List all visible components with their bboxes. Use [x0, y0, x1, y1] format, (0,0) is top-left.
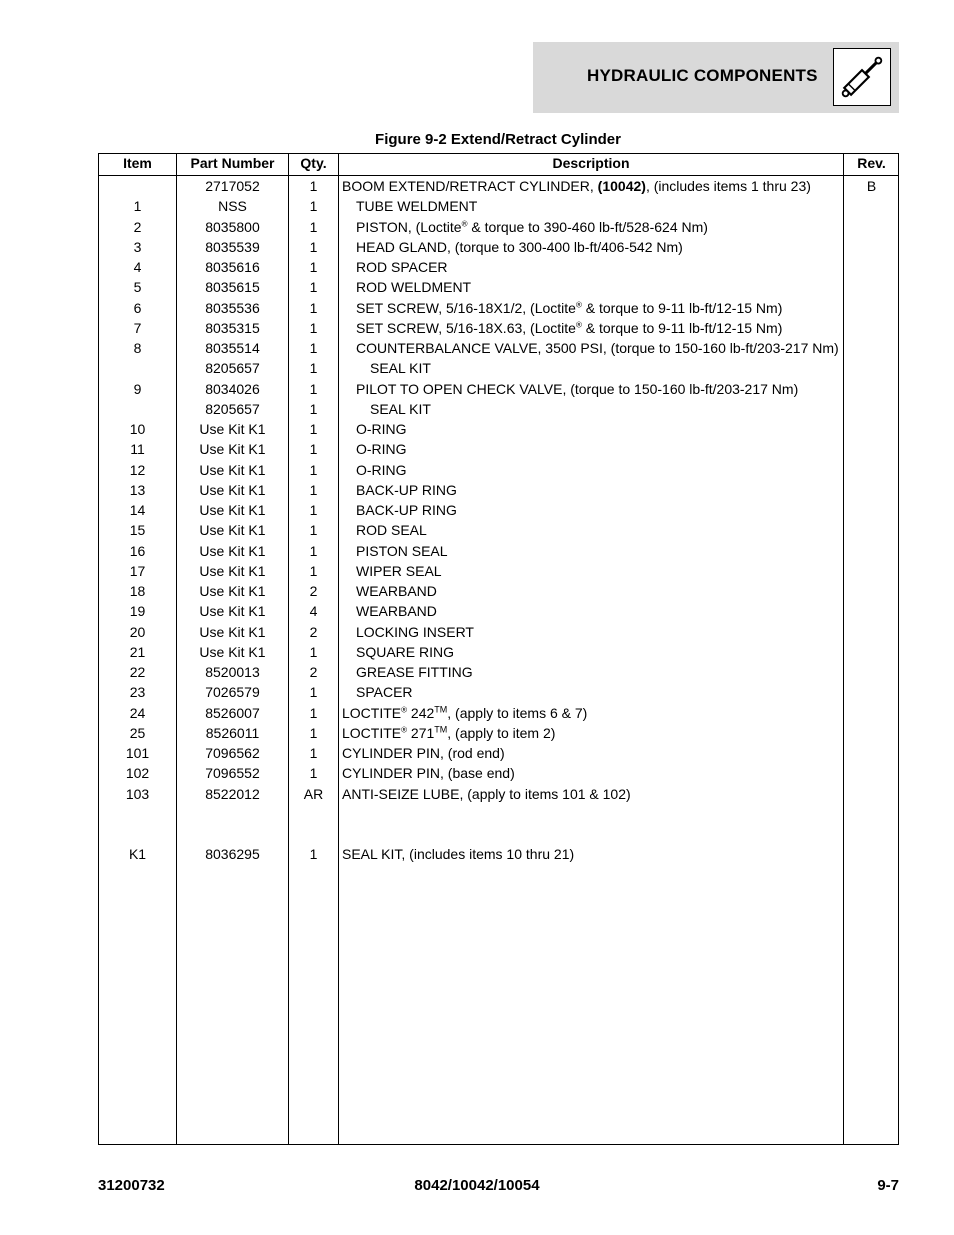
cell-item: 6 — [133, 299, 142, 316]
description-text: GREASE FITTING — [356, 664, 473, 680]
cell-description — [342, 500, 856, 520]
cell-item: 2 — [133, 218, 142, 235]
cell-part-number: Use Kit K1 — [199, 441, 266, 458]
description-text: TUBE WELDMENT — [356, 198, 478, 215]
cell-qty: 1 — [309, 259, 318, 275]
cell-item: 10 — [129, 421, 146, 437]
cell-description — [342, 358, 870, 378]
description-text: O-RING — [356, 461, 407, 478]
cell-description — [342, 439, 856, 459]
description-text: BACK-UP RING — [356, 502, 457, 518]
cell-rev — [844, 358, 899, 378]
cell-rev — [844, 500, 899, 520]
table-row — [99, 439, 898, 459]
table-row — [99, 460, 898, 480]
description-text: & torque to 9-11 lb-ft/12-15 Nm) — [581, 299, 783, 316]
cell-item — [99, 399, 176, 419]
cell-part-number: 8035514 — [205, 340, 260, 356]
cell-part-number: 7096562 — [205, 745, 260, 761]
table-row — [99, 500, 898, 520]
footer-page-number: 9-7 — [877, 1177, 899, 1194]
description-text: WIPER SEAL — [356, 562, 442, 579]
cell-rev — [844, 217, 899, 237]
cell-item: 12 — [129, 461, 146, 478]
cell-item: 102 — [125, 765, 150, 782]
cell-description — [342, 601, 856, 621]
table-row — [99, 399, 898, 419]
cell-description — [342, 460, 856, 480]
description-text: HEAD GLAND, (torque to 300-400 lb-ft/406-542 Nm) — [356, 238, 683, 255]
figure-title: Figure 9-2 Extend/Retract Cylinder — [375, 131, 621, 148]
column-header-part-number: Part Number — [190, 155, 275, 171]
cell-part-number: Use Kit K1 — [199, 583, 266, 599]
table-row — [99, 277, 898, 297]
table-row — [99, 844, 898, 864]
cell-qty: 1 — [309, 745, 318, 761]
table-row — [99, 743, 898, 763]
description-text: & torque to 9-11 lb-ft/12-15 Nm) — [581, 319, 783, 336]
cell-item: 11 — [130, 441, 145, 458]
cell-description — [342, 379, 856, 399]
description-text: SPACER — [356, 684, 413, 701]
table-row — [99, 703, 898, 723]
description-text: PILOT TO OPEN CHECK VALVE, (torque to 150-160 lb-ft/203-217 Nm) — [356, 380, 799, 397]
cell-qty: 2 — [309, 623, 318, 640]
cell-qty: 1 — [309, 360, 318, 377]
section-title: HYDRAULIC COMPONENTS — [587, 66, 818, 85]
cell-item — [99, 358, 176, 378]
cell-item: 19 — [129, 603, 146, 620]
cell-part-number: Use Kit K1 — [199, 481, 266, 498]
cell-part-number: 8035800 — [205, 218, 260, 235]
cell-rev — [844, 480, 899, 500]
description-text: , (includes items 1 thru 23) — [645, 178, 811, 194]
cell-rev — [844, 520, 899, 540]
cell-rev — [844, 723, 899, 743]
cell-item — [99, 176, 176, 196]
section-header — [533, 42, 899, 113]
trademark-mark: TM — [434, 724, 448, 735]
cell-item: 14 — [129, 502, 146, 518]
cell-qty: 1 — [309, 846, 318, 863]
table-row — [99, 480, 898, 500]
cell-part-number: 8035615 — [205, 279, 260, 296]
table-row — [99, 784, 898, 804]
cell-rev — [844, 601, 899, 621]
description-text: SEAL KIT — [370, 360, 431, 377]
cell-qty: 2 — [309, 664, 318, 680]
description-text: (10042) — [597, 178, 646, 194]
cell-description — [342, 277, 856, 297]
cell-description — [342, 642, 856, 662]
table-spacer-row — [99, 804, 898, 824]
cell-part-number: NSS — [218, 198, 247, 215]
cell-description — [342, 196, 856, 216]
cell-item: 7 — [133, 319, 142, 336]
description-text: SEAL KIT, (includes items 10 thru 21) — [342, 846, 575, 863]
description-text: WEARBAND — [356, 603, 437, 620]
cell-description — [342, 682, 856, 702]
cell-rev — [844, 399, 899, 419]
cell-part-number: 8205657 — [205, 400, 260, 417]
table-row — [99, 419, 898, 439]
cell-rev — [844, 419, 899, 439]
description-text: 242 — [407, 704, 435, 721]
cell-description — [342, 520, 856, 540]
cell-description — [342, 703, 842, 723]
table-row — [99, 682, 898, 702]
table-row — [99, 318, 898, 338]
cell-part-number: Use Kit K1 — [199, 542, 266, 559]
cell-rev — [844, 541, 899, 561]
description-text: COUNTERBALANCE VALVE, 3500 PSI, (torque to 150-160 lb-ft/203-217 Nm) — [356, 340, 839, 356]
cell-rev — [844, 439, 899, 459]
footer-model-numbers: 8042/10042/10054 — [414, 1177, 540, 1194]
cell-item: 3 — [133, 238, 142, 255]
cell-description — [342, 176, 842, 196]
cell-item: 21 — [129, 643, 146, 660]
cell-part-number: 8205657 — [205, 360, 260, 377]
cell-description — [342, 763, 842, 783]
cell-part-number: 7096552 — [205, 765, 260, 782]
column-header-rev: Rev. — [857, 155, 886, 171]
description-text: ANTI-SEIZE LUBE, (apply to items 101 & 102) — [342, 785, 631, 802]
cell-part-number: 8035315 — [205, 319, 260, 336]
table-row — [99, 642, 898, 662]
cell-part-number: 8526007 — [205, 704, 260, 721]
cell-item: 101 — [125, 745, 150, 761]
cell-qty: 1 — [309, 481, 318, 498]
cell-qty: 1 — [309, 279, 318, 296]
cell-rev — [844, 844, 899, 864]
cell-rev — [844, 703, 899, 723]
cell-description — [342, 480, 856, 500]
cell-rev — [844, 277, 899, 297]
cell-qty: 1 — [309, 643, 318, 660]
cell-rev — [844, 581, 899, 601]
cell-part-number: 7026579 — [205, 684, 260, 701]
cell-rev — [844, 561, 899, 581]
cell-item: 18 — [129, 583, 146, 599]
cell-qty: 1 — [309, 400, 318, 417]
cell-qty: 2 — [309, 583, 318, 599]
table-row — [99, 581, 898, 601]
cell-rev — [844, 338, 899, 358]
cell-rev: B — [866, 178, 877, 194]
cell-part-number: Use Kit K1 — [199, 522, 266, 539]
cell-description — [342, 723, 842, 743]
description-text: SET SCREW, 5/16-18X.63, (Loctite — [356, 319, 576, 336]
cell-part-number: 8035616 — [205, 259, 260, 275]
description-text: , (apply to item 2) — [447, 724, 556, 741]
cell-qty: 1 — [309, 319, 318, 336]
cell-rev — [844, 662, 899, 682]
cell-description — [342, 217, 856, 237]
cell-qty: 1 — [309, 502, 318, 518]
cell-rev — [844, 763, 899, 783]
cell-item: 13 — [129, 481, 146, 498]
cell-part-number: Use Kit K1 — [199, 461, 266, 478]
cell-description — [342, 318, 856, 338]
cell-item: 4 — [133, 259, 142, 275]
cell-item: 17 — [129, 562, 146, 579]
cell-qty: 1 — [309, 562, 318, 579]
cell-qty: 1 — [309, 765, 318, 782]
column-header-description: Description — [552, 155, 630, 171]
cell-qty: 4 — [309, 603, 318, 620]
cell-part-number: 8035539 — [205, 238, 260, 255]
footer-document-number: 31200732 — [98, 1177, 165, 1194]
cell-item: 24 — [129, 704, 146, 721]
cell-part-number: 8034026 — [205, 380, 260, 397]
cell-description — [342, 419, 856, 439]
cell-part-number: 8520013 — [205, 664, 260, 680]
cell-rev — [844, 642, 899, 662]
table-header-row — [99, 154, 898, 176]
cell-item: 25 — [129, 724, 146, 741]
cell-item: K1 — [128, 846, 147, 863]
cell-rev — [844, 257, 899, 277]
cell-item: 103 — [125, 785, 150, 802]
cell-rev — [844, 682, 899, 702]
cell-item: 5 — [133, 279, 142, 296]
description-text: LOCKING INSERT — [356, 623, 474, 640]
table-row — [99, 196, 898, 216]
description-text: O-RING — [356, 421, 407, 437]
table-row — [99, 217, 898, 237]
cell-part-number: Use Kit K1 — [199, 643, 266, 660]
cell-qty: 1 — [309, 238, 318, 255]
cell-description — [342, 338, 856, 358]
description-text: PISTON, (Loctite — [356, 218, 462, 235]
table-row — [99, 723, 898, 743]
description-text: ROD WELDMENT — [356, 279, 472, 296]
cell-item: 16 — [129, 542, 146, 559]
cell-rev — [844, 784, 899, 804]
description-text: & torque to 390-460 lb-ft/528-624 Nm) — [467, 218, 708, 235]
cell-part-number: 2717052 — [205, 178, 260, 194]
cell-qty: 1 — [309, 421, 318, 437]
cell-rev — [844, 743, 899, 763]
description-text: SQUARE RING — [356, 643, 455, 660]
cell-description — [342, 237, 856, 257]
cell-part-number: 8035536 — [205, 299, 260, 316]
description-text: LOCTITE — [342, 704, 402, 721]
cell-description — [342, 662, 856, 682]
cell-item: 20 — [129, 623, 146, 640]
cell-qty: 1 — [309, 218, 318, 235]
description-text: LOCTITE — [342, 724, 402, 741]
cell-description — [342, 784, 842, 804]
cell-part-number: Use Kit K1 — [199, 603, 266, 620]
description-text: ROD SPACER — [356, 259, 448, 275]
cell-item: 22 — [129, 664, 146, 680]
cell-item: 1 — [133, 198, 142, 215]
table-row — [99, 541, 898, 561]
description-text: CYLINDER PIN, (base end) — [342, 765, 515, 782]
cell-part-number: 8522012 — [205, 785, 260, 802]
cell-description — [342, 541, 856, 561]
cell-item: 8 — [133, 340, 142, 356]
cell-part-number: 8526011 — [205, 724, 260, 741]
cell-part-number: Use Kit K1 — [199, 562, 266, 579]
table-row — [99, 561, 898, 581]
cell-description — [342, 561, 856, 581]
cell-qty: 1 — [309, 461, 318, 478]
cell-description — [342, 743, 842, 763]
cell-qty: 1 — [309, 684, 318, 701]
registered-mark: ® — [401, 704, 408, 714]
cell-qty: AR — [303, 785, 324, 802]
description-text: CYLINDER PIN, (rod end) — [342, 745, 505, 761]
cell-part-number: Use Kit K1 — [199, 623, 266, 640]
cell-qty: 1 — [309, 340, 318, 356]
column-header-item: Item — [123, 155, 152, 171]
table-row — [99, 520, 898, 540]
cell-qty: 1 — [309, 380, 318, 397]
table-row — [99, 338, 898, 358]
description-text: WEARBAND — [356, 583, 437, 599]
cell-qty: 1 — [309, 704, 318, 721]
table-row — [99, 237, 898, 257]
registered-mark: ® — [575, 320, 582, 330]
cell-qty: 1 — [309, 198, 318, 215]
table-spacer-row — [99, 824, 898, 844]
parts-table — [98, 153, 899, 1145]
table-row — [99, 176, 898, 196]
cell-description — [342, 844, 842, 864]
cell-item: 15 — [129, 522, 146, 539]
cell-qty: 1 — [309, 441, 318, 458]
column-header-qty: Qty. — [300, 155, 327, 171]
table-row — [99, 257, 898, 277]
table-row — [99, 358, 898, 378]
cell-description — [342, 298, 856, 318]
cell-rev — [844, 196, 899, 216]
description-text: SEAL KIT — [370, 400, 431, 417]
description-text: 271 — [407, 724, 435, 741]
cell-qty: 1 — [309, 542, 318, 559]
hydraulic-cylinder-icon — [833, 48, 891, 106]
cell-qty: 1 — [309, 522, 318, 539]
cell-rev — [844, 237, 899, 257]
cell-rev — [844, 460, 899, 480]
table-row — [99, 763, 898, 783]
cell-description — [342, 399, 870, 419]
registered-mark: ® — [461, 218, 468, 228]
cell-rev — [844, 622, 899, 642]
cell-item: 9 — [133, 380, 142, 397]
description-text: PISTON SEAL — [356, 542, 448, 559]
description-text: BOOM EXTEND/RETRACT CYLINDER, — [342, 178, 598, 194]
cell-description — [342, 581, 856, 601]
cell-item: 23 — [129, 684, 146, 701]
cell-qty: 1 — [309, 299, 318, 316]
cell-part-number: 8036295 — [205, 846, 260, 863]
cell-qty: 1 — [309, 178, 318, 194]
registered-mark: ® — [401, 725, 408, 735]
cell-rev — [844, 379, 899, 399]
table-row — [99, 379, 898, 399]
cell-rev — [844, 298, 899, 318]
cell-description — [342, 257, 856, 277]
cell-part-number: Use Kit K1 — [199, 421, 266, 437]
cell-qty: 1 — [309, 724, 318, 741]
description-text: , (apply to items 6 & 7) — [447, 704, 588, 721]
table-row — [99, 298, 898, 318]
table-row — [99, 601, 898, 621]
cell-description — [342, 622, 856, 642]
table-row — [99, 622, 898, 642]
registered-mark: ® — [575, 299, 582, 309]
description-text: SET SCREW, 5/16-18X1/2, (Loctite — [356, 299, 576, 316]
table-row — [99, 662, 898, 682]
description-text: BACK-UP RING — [356, 481, 457, 498]
trademark-mark: TM — [434, 703, 448, 714]
cell-rev — [844, 318, 899, 338]
description-text: ROD SEAL — [356, 522, 427, 539]
cell-part-number: Use Kit K1 — [199, 502, 266, 518]
description-text: O-RING — [356, 441, 407, 458]
